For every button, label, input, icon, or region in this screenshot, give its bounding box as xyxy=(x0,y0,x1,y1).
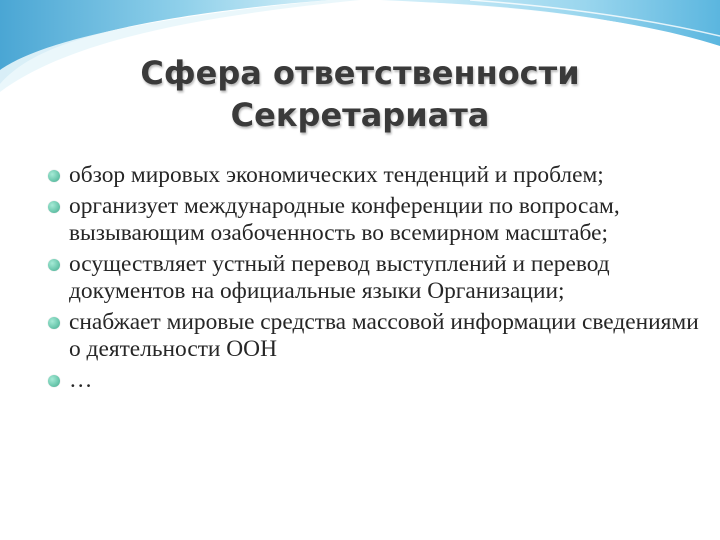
bullet-text: обзор мировых экономических тенденций и проблем; xyxy=(69,162,604,188)
slide-title-line-1: Сфера ответственности xyxy=(140,54,580,92)
slide-title xyxy=(60,52,660,136)
slide-title-line-2: Секретариата xyxy=(230,96,490,134)
bullet-dot-icon xyxy=(48,317,60,329)
bullet-dot-icon xyxy=(48,375,60,387)
bullet-list xyxy=(48,162,716,398)
bullet-text: организует международные конференции по вопросам, вызывающим озабоченность во всемирном масштабе; xyxy=(69,193,620,246)
bullet-text: снабжает мировые средства массовой информации сведениями о деятельности ООН xyxy=(69,309,699,362)
bullet-text: … xyxy=(69,367,93,393)
bullet-text: осуществляет устный перевод выступлений и перевод документов на официальные языки Организации; xyxy=(69,251,610,304)
bullet-item xyxy=(48,162,716,189)
bullet-dot-icon xyxy=(48,201,60,213)
bullet-item xyxy=(48,309,716,363)
bullet-dot-icon xyxy=(48,259,60,271)
bullet-item xyxy=(48,367,716,394)
bullet-item xyxy=(48,251,716,305)
bullet-dot-icon xyxy=(48,170,60,182)
bullet-item xyxy=(48,193,716,247)
